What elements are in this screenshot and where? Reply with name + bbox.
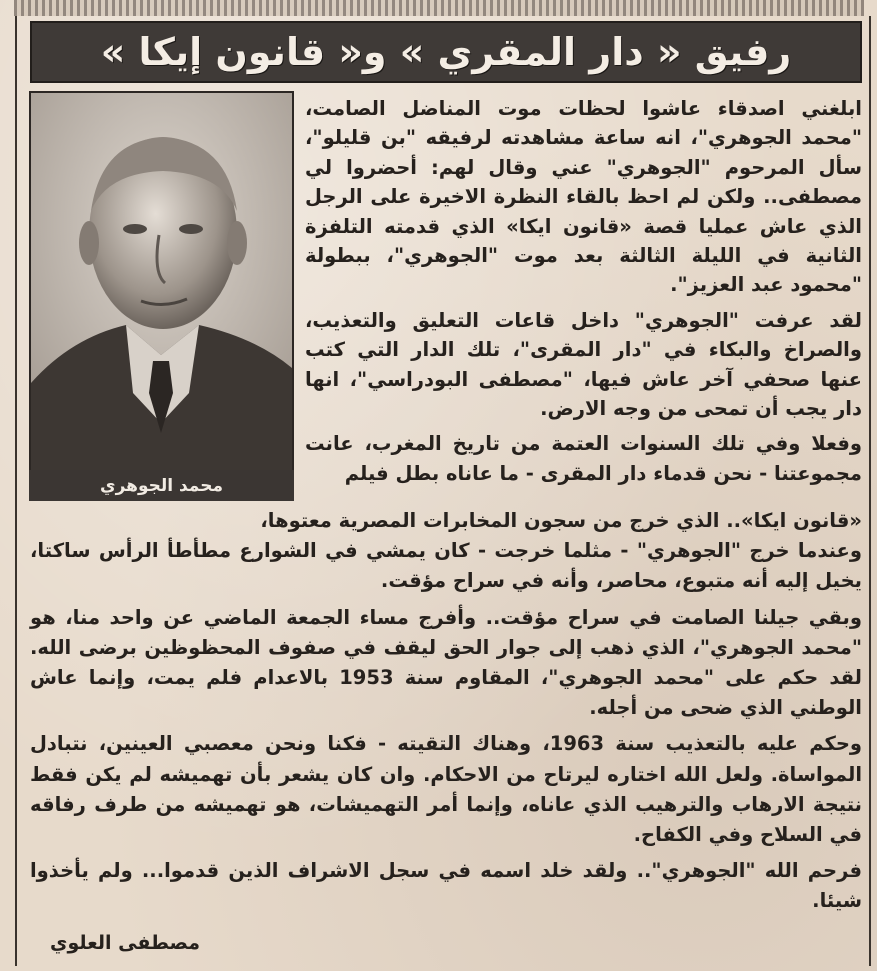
top-border-strip: [14, 0, 864, 16]
headline-bar: [30, 21, 862, 83]
photo-caption: محمد الجوهري: [100, 475, 223, 496]
paragraph: وبقي جيلنا الصامت في سراح مؤقت.. وأفرج مساء الجمعة الماضي عن واحد منا، هو "محمد الجوهري"، الذي ذهب إلى جوار الحق ليقف في صفوف المحظوظين برضى الله. لقد حكم على "محمد الجوهري"، المقاوم سنة 1953 بالاعدام فلم يمت، وإنما عاش الوطني الذي ضحى من أجله.: [30, 605, 862, 720]
paragraph: فرحم الله "الجوهري".. ولقد خلد اسمه في سجل الاشراف الذين قدموا... ولم يأخذوا شيئا.: [30, 859, 862, 913]
paragraph: وعندما خرج "الجوهري" - مثلما خرجت - كان يمشي في الشوارع مطأطأ الرأس ساكتا، يخيل إليه أنه متبوع، محاصر، وأنه في سراح مؤقت.: [30, 539, 862, 593]
paragraph: وحكم عليه بالتعذيب سنة 1963، وهناك التقيته - فكنا ونحن معصبي العينين، نتبادل المواساة. ولعل الله اختاره ليرتاح من الاحكام. وان كان يشعر بأن تهميشه لم يكن فقط نتيجة الارهاب والترهيب الذي عاناه، وإنما أمر التهميشات، هو تهميشه من طرف رفاقه في السلاح وفي الكفاح.: [30, 732, 862, 847]
photo-caption-bar: [29, 470, 294, 501]
article-column-wide: [30, 506, 862, 917]
paragraph: وفعلا وفي تلك السنوات العتمة من تاريخ المغرب، عانت مجموعتنا - نحن قدماء دار المقرى - ما عاناه بطل فيلم: [305, 432, 862, 485]
headline: رفيق « دار المقري » و« قانون إيكا »: [100, 30, 792, 74]
paragraph: «قانون ايكا».. الذي خرج من سجون المخابرات المصرية معتوها،: [260, 509, 862, 532]
article-column-right: [305, 94, 862, 488]
paragraph: لقد عرفت "الجوهري" داخل قاعات التعليق والتعذيب، والصراخ والبكاء في "دار المقرى"، تلك الدار التي كتب عنها صحفي آخر عاش فيها، "مصطفى البودراسي"، انها دار يجب أن تمحى من وجه الارض.: [305, 308, 862, 421]
paragraph: ابلغني اصدقاء عاشوا لحظات موت المناضل الصامت، "محمد الجوهري"، انه ساعة مشاهدته لرفيقه "بن قليلو"، سأل المرحوم "الجوهري" عني وقال لهم: أحضروا لي مصطفى.. ولكن لم احظ بالقاء النظرة الاخيرة على الرجل الذي عاش عمليا قصة «قانون ايكا» الذي قدمته التلفزة الثانية في الليلة الثالثة بعد موت "الجوهري"، ببطولة "محمود عبد العزيز".: [305, 97, 862, 297]
portrait-photo: [29, 91, 294, 501]
author-signature: مصطفى العلوي: [50, 932, 200, 954]
portrait-image: [31, 93, 292, 471]
